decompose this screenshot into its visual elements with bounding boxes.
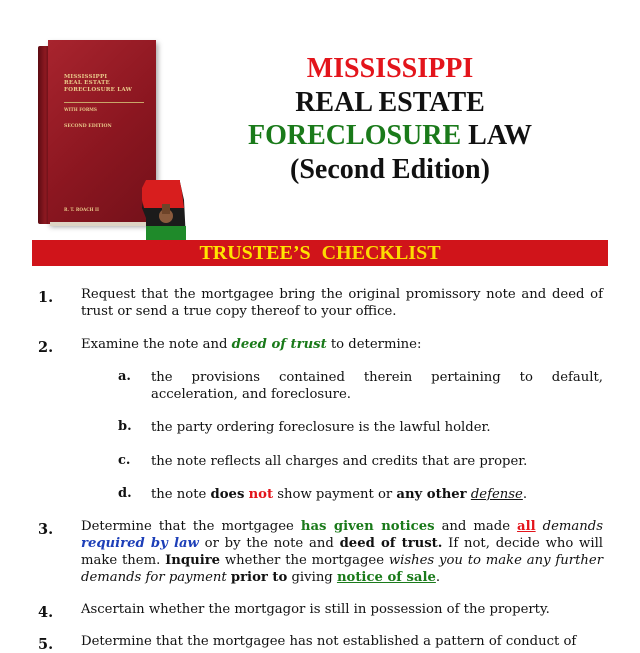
sub-item-label: d. xyxy=(118,486,132,501)
checklist-banner xyxy=(32,240,608,266)
deed-of-trust-link[interactable]: deed of trust xyxy=(231,337,327,352)
item-number: 1. xyxy=(38,289,54,306)
checklist-item-4: Ascertain whether the mortgagor is still in possession of the property. xyxy=(81,602,550,617)
defense-link[interactable]: defense xyxy=(470,487,523,502)
title-law-black: LAW xyxy=(461,120,532,151)
sub-item-a: the provisions contained therein pertaining to default, acceleration, and foreclosure. xyxy=(151,370,603,402)
item-number: 4. xyxy=(38,604,54,621)
item-number: 3. xyxy=(38,521,54,538)
sub-item-c: the note reflects all charges and credits that are proper. xyxy=(151,454,528,469)
item-number: 2. xyxy=(38,339,54,356)
title-edition: (Second Edition) xyxy=(290,154,490,185)
item-number: 5. xyxy=(38,636,54,653)
notice-of-sale-link[interactable]: notice of sale xyxy=(336,570,436,585)
title-law xyxy=(235,119,545,152)
all-link[interactable]: all xyxy=(517,519,536,534)
checklist-item-3: Determine that the mortgagee has given notices and made all demands required by law or by the note and deed of trust. If not, decide who will make them. Inquire whether the mortgagee wishes you to make any further demands for payment prior to giving notice of sale. xyxy=(81,519,604,585)
book-pages xyxy=(50,222,154,226)
checklist-item-1: Request that the mortgagee bring the original promissory note and deed of trust or send a true copy thereof to your office. xyxy=(81,287,603,319)
sub-item-label: b. xyxy=(118,419,132,434)
book-title: MISSISSIPPI REAL ESTATE FORECLOSURE LAW xyxy=(64,74,133,93)
sub-item-label: c. xyxy=(118,453,131,468)
title-law-green: FORECLOSURE xyxy=(248,120,462,151)
banner-word-2: CHECKLIST xyxy=(321,242,441,264)
banner-word-1: TRUSTEE’S xyxy=(199,242,311,264)
checklist-item-5: Determine that the mortgagee has not established a pattern of conduct of xyxy=(81,634,577,649)
book-rule xyxy=(64,102,144,103)
sub-item-b: the party ordering foreclosure is the lawful holder. xyxy=(151,420,491,435)
sub-item-d: the note does not show payment or any other defense. xyxy=(151,487,528,502)
checklist-item-2: Examine the note and deed of trust to determine: xyxy=(81,337,422,352)
required-by-law-link[interactable]: required by law xyxy=(81,536,199,551)
title-subject: REAL ESTATE xyxy=(295,87,485,118)
sub-item-label: a. xyxy=(118,369,131,384)
title-state: MISSISSIPPI xyxy=(306,53,474,84)
book-author: R. T. ROACH II xyxy=(64,207,99,212)
book-forms: WITH FORMS xyxy=(64,107,97,112)
book-edition: SECOND EDITION xyxy=(64,124,112,129)
book-cover-image xyxy=(38,40,156,226)
